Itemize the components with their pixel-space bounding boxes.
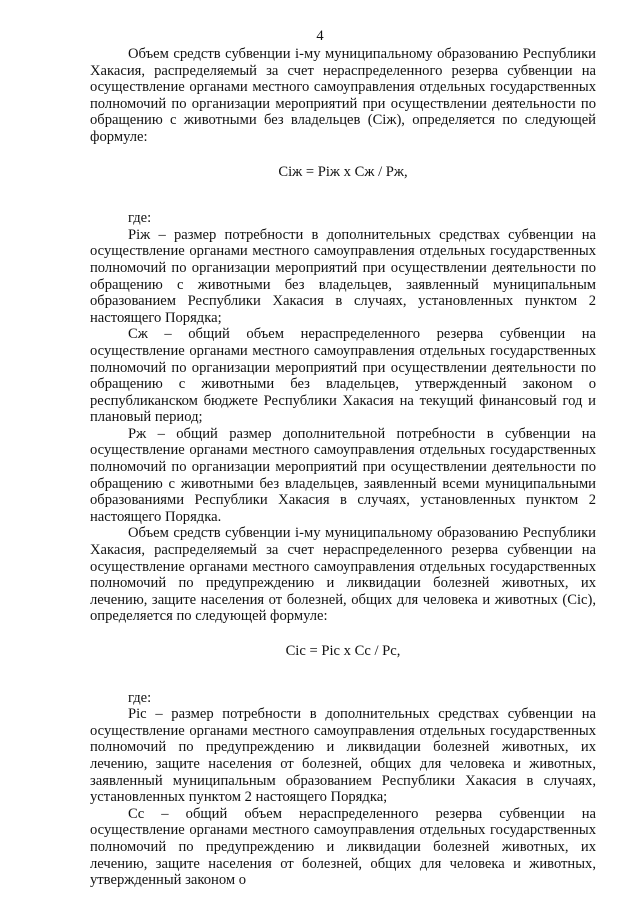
definition-czh: Cж – общий объем нераспределенного резерва субвенции на осуществление органами местного самоуправления отдельных государственных полномочий по организации мероприятий при осуществлении деятельности по обращению с животными без владельцев, утвержденный законом о республиканском бюджете Республики Хакасия на текущий финансовый год и плановый период; <box>90 326 596 426</box>
where-label: где: <box>128 210 152 227</box>
paragraph-subsidy-diseases-intro: Объем средств субвенции i-му муниципальному образованию Республики Хакасия, распределяемый за счет нераспределенного резерва субвенции на осуществление органами местного самоуправления отдельных государственных полномочий по предупреждению и ликвидации болезней животных, их лечению, защите населения от болезней, общих для человека и животных (Cic), определяется по следующей формуле: <box>90 525 596 625</box>
definition-pic: Pic – размер потребности в дополнительных средствах субвенции на осуществление органами местного самоуправления отдельных государственных полномочий по предупреждению и ликвидации болезней животных, их лечению, защите населения от болезней, общих для человека и животных, заявленный муниципальным образованием Республики Хакасия в случаях, установленных пунктом 2 настоящего Порядка; <box>90 706 596 806</box>
definition-cc: Cc – общий объем нераспределенного резерва субвенции на осуществление органами местного самоуправления отдельных государственных полномочий по предупреждению и ликвидации болезней животных, их лечению, защите населения от болезней, общих для человека и животных, утвержденный законом о <box>90 805 596 889</box>
formula-animals: Ciж = Piж x Cж / Pж, <box>278 163 408 180</box>
definition-pizh: Piж – размер потребности в дополнительных средствах субвенции на осуществление органами местного самоуправления отдельных государственных полномочий по организации мероприятий при осуществлении деятельности по обращению с животными без владельцев, заявленный муниципальным образованием Республики Хакасия в случаях, установленных пунктом 2 настоящего Порядка; <box>90 226 596 326</box>
where-label: где: <box>128 689 152 706</box>
formula-diseases: Cic = Pic x Cc / Pc, <box>285 643 401 659</box>
page-number: 4 <box>316 28 324 44</box>
paragraph-subsidy-animals-intro: Объем средств субвенции i-му муниципальному образованию Республики Хакасия, распределяемый за счет нераспределенного резерва субвенции на осуществление органами местного самоуправления отдельных государственных полномочий по организации мероприятий при осуществлении деятельности по обращению с животными без владельцев (Ciж), определяется по следующей формуле: <box>90 46 596 145</box>
document-body <box>90 46 596 889</box>
definition-pzh: Pж – общий размер дополнительной потребности в субвенции на осуществление органами местного самоуправления отдельных государственных полномочий по организации мероприятий при осуществлении деятельности по обращению с животными без владельцев, заявленный всеми муниципальными образованиями Республики Хакасия в случаях, установленных пунктом 2 настоящего Порядка. <box>90 425 596 525</box>
